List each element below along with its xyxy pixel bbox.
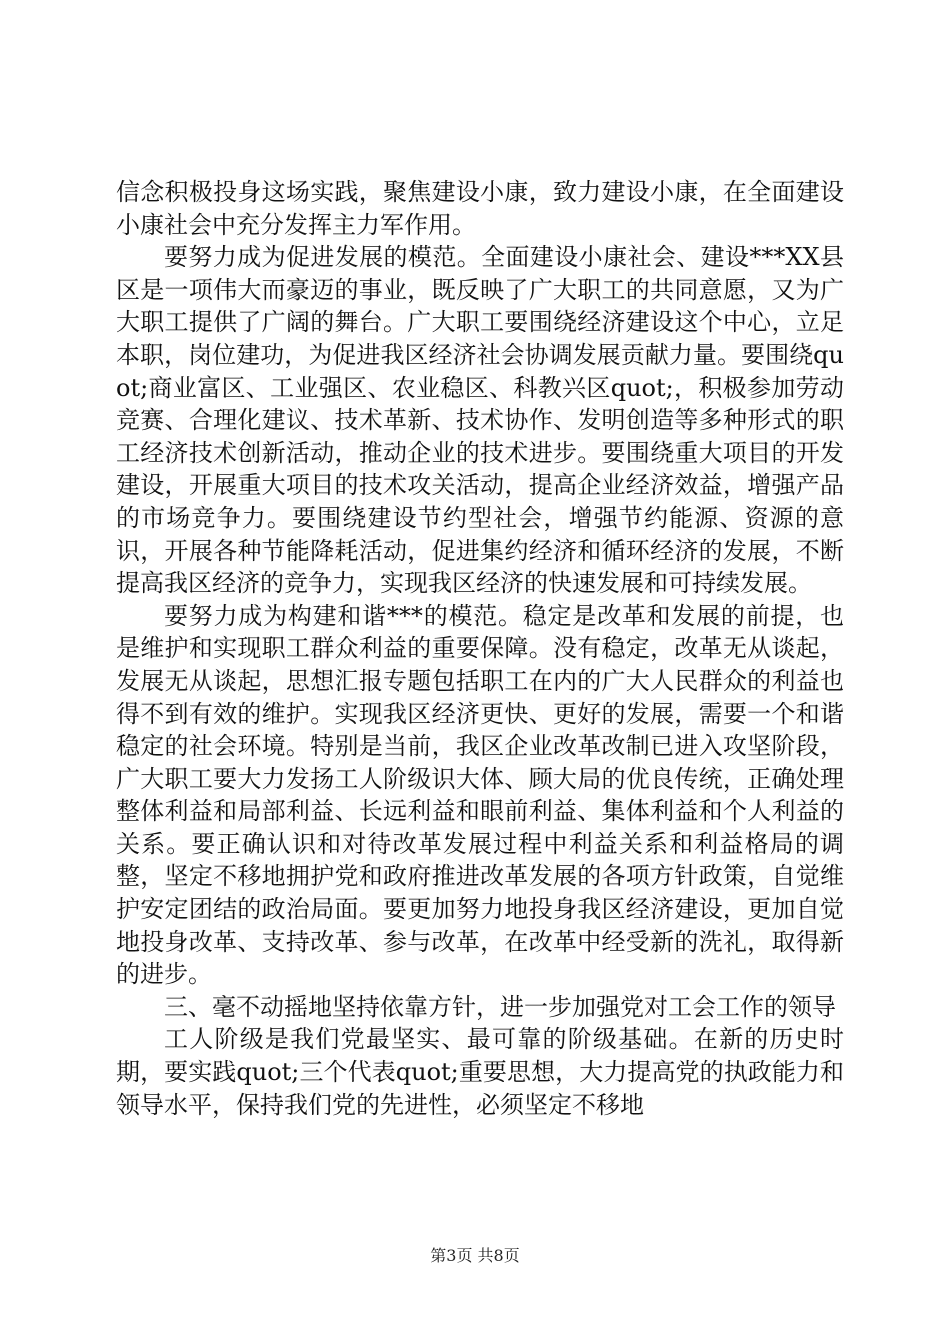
paragraph-2: 要努力成为促进发展的模范。全面建设小康社会、建设***XX县区是一项伟大而豪迈的事业，既反映了广大职工的共同意愿，又为广大职工提供了广阔的舞台。广大职工要围绕经济建设这个中心，立足本职，岗位建功，为促进我区经济社会协调发展贡献力量。要围绕quot;商业富区、工业强区、农业稳区、科教兴区quot;，积极参加劳动竞赛、合理化建议、技术革新、技术协作、发明创造等多种形式的职工经济技术创新活动，推动企业的技术进步。要围绕重大项目的开发建设，开展重大项目的技术攻关活动，提高企业经济效益，增强产品的市场竞争力。要围绕建设节约型社会，增强节约能源、资源的意识，开展各种节能降耗活动，促进集约经济和循环经济的发展，不断提高我区经济的竞争力，实现我区经济的快速发展和可持续发展。 — [116, 243, 844, 598]
paragraph-3: 要努力成为构建和谐***的模范。稳定是改革和发展的前提，也是维护和实现职工群众利益的重要保障。没有稳定，改革无从谈起，发展无从谈起，思想汇报专题包括职工在内的广大人民群众的利益也得不到有效的维护。实现我区经济更快、更好的发展，需要一个和谐稳定的社会环境。特别是当前，我区企业改革改制已进入攻坚阶段，广大职工要大力发扬工人阶级识大体、顾大局的优良传统，正确处理整体利益和局部利益、长远利益和眼前利益、集体利益和个人利益的关系。要正确认识和对待改革发展过程中利益关系和利益格局的调整，坚定不移地拥护党和政府推进改革发展的各项方针政策，自觉维护安定团结的政治局面。要更加努力地投身我区经济建设，更加自觉地投身改革、支持改革、参与改革，在改革中经受新的洗礼，取得新的进步。 — [116, 601, 844, 989]
document-body — [116, 176, 844, 1121]
paragraph-5: 工人阶级是我们党最坚实、最可靠的阶级基础。在新的历史时期，要实践quot;三个代表quot;重要思想，大力提高党的执政能力和领导水平，保持我们党的先进性，必须坚定不移地 — [116, 1025, 844, 1119]
paragraph-1: 信念积极投身这场实践，聚焦建设小康，致力建设小康，在全面建设小康社会中充分发挥主力军作用。 — [116, 178, 844, 239]
section-heading-3: 三、毫不动摇地坚持依靠方针，进一步加强党对工会工作的领导 — [164, 992, 836, 1021]
page-number-footer: 第3页 共8页 — [430, 1246, 520, 1265]
